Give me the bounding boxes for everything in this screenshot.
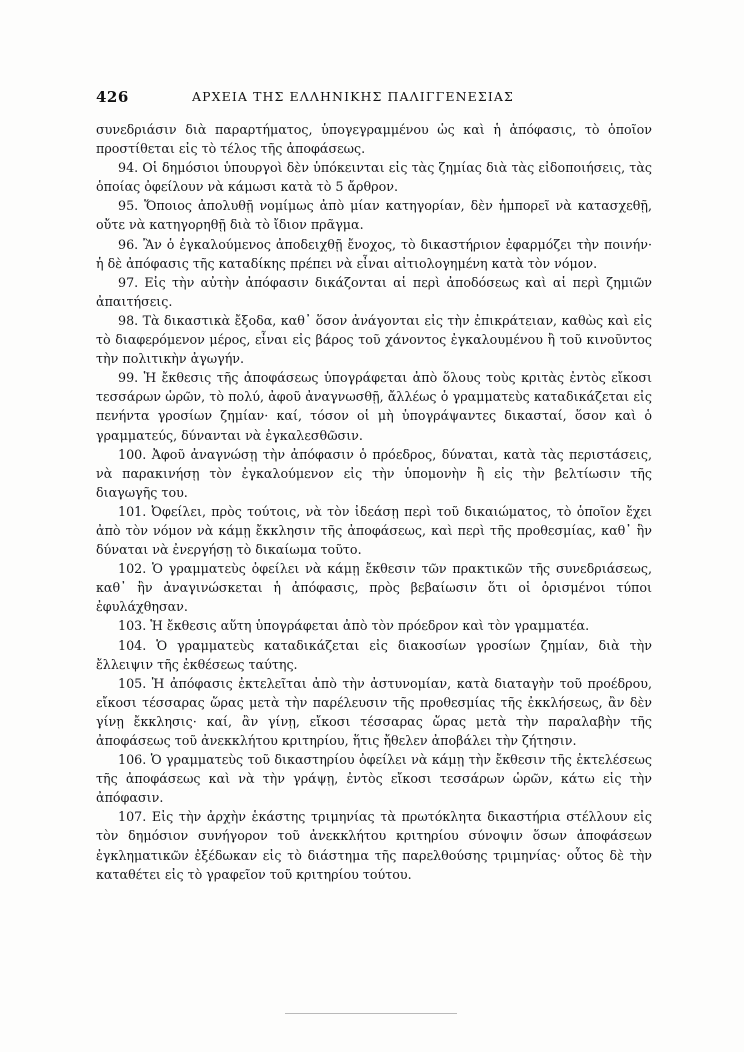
paragraph-article-101: 101. Ὀφείλει, πρὸς τούτοις, νὰ τὸν ἰδεάσῃ περὶ τοῦ δικαιώματος, τὸ ὁποῖον ἔχει ἀπὸ τὸν νόμον νὰ κάμῃ ἔκκλησιν τῆς ἀποφάσεως, καὶ περὶ τῆς προθεσμίας, καθ᾽ ἣν δύναται νὰ ἐνεργήσῃ τὸ δικαίωμα τοῦτο. bbox=[96, 503, 652, 558]
running-title: ΑΡΧΕΙΑ ΤΗΣ ΕΛΛΗΝΙΚΗΣ ΠΑΛΙΓΓΕΝΕΣΙΑΣ bbox=[192, 89, 514, 104]
paragraph-article-107: 107. Εἰς τὴν ἀρχὴν ἑκάστης τριμηνίας τὰ πρωτόκλητα δικαστήρια στέλλουν εἰς τὸν δημόσιον συνήγορον τοῦ ἀνεκκλήτου κριτηρίου σύνοψιν ὅσων ἀποφάσεων ἐγκληματικῶν ἐξέδωκαν εἰς τὸ διάστημα τῆς παρελθούσης τριμηνίας· οὗτος δὲ τὴν καταθέτει εἰς τὸ γραφεῖον τοῦ κριτηρίου τούτου. bbox=[96, 809, 652, 882]
paragraph-article-94: 94. Οἱ δημόσιοι ὑπουργοὶ δὲν ὑπόκεινται εἰς τὰς ζημίας διὰ τὰς εἰδοποιήσεις, τὰς ὁποίας ὀφείλουν νὰ κάμωσι κατὰ τὸ 5 ἄρθρον. bbox=[96, 160, 652, 195]
page-number: 426 bbox=[96, 88, 129, 106]
paragraph-article-103: 103. Ἡ ἔκθεσις αὕτη ὑπογράφεται ἀπὸ τὸν πρόεδρον καὶ τὸν γραμματέα. bbox=[118, 618, 590, 634]
paragraph-carryover: συνεδριάσιν διὰ παραρτήματος, ὑπογεγραμμένου ὡς καὶ ἡ ἀπόφασις, τὸ ὁποῖον προστίθεται εἰς τὸ τέλος τῆς ἀποφάσεως. bbox=[96, 122, 652, 157]
paragraph-article-98: 98. Τὰ δικαστικὰ ἔξοδα, καθ᾽ ὅσον ἀνάγονται εἰς τὴν ἐπικράτειαν, καθὼς καὶ εἰς τὸ διαφερόμενον μέρος, εἶναι εἰς βάρος τοῦ χάνοντος ἐγκαλουμένου ἢ τοῦ κινοῦντος τὴν πολιτικὴν ἀγωγήν. bbox=[96, 312, 652, 367]
paragraph-article-96: 96. Ἂν ὁ ἐγκαλούμενος ἀποδειχθῇ ἔνοχος, τὸ δικαστήριον ἐφαρμόζει τὴν ποινήν· ἡ δὲ ἀπόφασις τῆς καταδίκης πρέπει νὰ εἶναι αἰτιολογημένη κατὰ τὸν νόμον. bbox=[96, 236, 652, 271]
paragraph-article-97: 97. Εἰς τὴν αὐτὴν ἀπόφασιν δικάζονται αἱ περὶ ἀποδόσεως καὶ αἱ περὶ ζημιῶν ἀπαιτήσεις. bbox=[96, 274, 652, 309]
page-header bbox=[96, 88, 652, 106]
footer-divider bbox=[285, 1013, 457, 1014]
paragraph-article-105: 105. Ἡ ἀπόφασις ἐκτελεῖται ἀπὸ τὴν ἀστυνομίαν, κατὰ διαταγὴν τοῦ προέδρου, εἴκοσι τέσσαρας ὥρας μετὰ τὴν παρέλευσιν τῆς προθεσμίας τῆς ἐκκλήσεως, ἂν δὲν γίνῃ ἔκκλησις· καί, ἂν γίνῃ, εἴκοσι τέσσαρας ὥρας μετὰ τὴν παραλαβὴν τῆς ἀποφάσεως τοῦ ἀνεκκλήτου κριτηρίου, ἥτις ἤθελεν ἀποβάλει τὴν ζήτησιν. bbox=[96, 675, 652, 748]
paragraph-article-104: 104. Ὁ γραμματεὺς καταδικάζεται εἰς διακοσίων γροσίων ζημίαν, διὰ τὴν ἔλλειψιν τῆς ἐκθέσεως ταύτης. bbox=[96, 637, 652, 672]
paragraph-article-95: 95. Ὅποιος ἀπολυθῇ νομίμως ἀπὸ μίαν κατηγορίαν, δὲν ἠμπορεῖ νὰ κατασχεθῇ, οὔτε νὰ κατηγορηθῇ διὰ τὸ ἴδιον πρᾶγμα. bbox=[96, 198, 652, 233]
paragraph-article-99: 99. Ἡ ἔκθεσις τῆς ἀποφάσεως ὑπογράφεται ἀπὸ ὅλους τοὺς κριτὰς ἐντὸς εἴκοσι τεσσάρων ὡρῶν, τὸ πολύ, ἀφοῦ ἀναγνωσθῇ, ἄλλέως ὁ γραμματεὺς καταδικάζεται εἰς πενήντα γροσίων ζημίαν· καί, τόσον οἱ μὴ ὑπογράψαντες δικασταί, ὅσον καὶ ὁ γραμματεύς, δύνανται νὰ ἐγκαλεσθῶσιν. bbox=[96, 370, 652, 443]
body-text bbox=[96, 120, 652, 884]
paragraph-article-100: 100. Ἀφοῦ ἀναγνώσῃ τὴν ἀπόφασιν ὁ πρόεδρος, δύναται, κατὰ τὰς περιστάσεις, νὰ παρακινήσῃ τὸν ἐγκαλούμενον εἰς τὴν ὑπομονὴν ἢ εἰς τὴν βελτίωσιν τῆς διαγωγῆς του. bbox=[96, 446, 652, 500]
paragraph-article-102: 102. Ὁ γραμματεὺς ὀφείλει νὰ κάμῃ ἔκθεσιν τῶν πρακτικῶν τῆς συνεδριάσεως, καθ᾽ ἣν ἀναγινώσκεται ἡ ἀπόφασις, πρὸς βεβαίωσιν ὅτι οἱ ὁρισμένοι τύποι ἐφυλάχθησαν. bbox=[96, 561, 652, 615]
paragraph-article-106: 106. Ὁ γραμματεὺς τοῦ δικαστηρίου ὀφείλει νὰ κάμῃ τὴν ἔκθεσιν τῆς ἐκτελέσεως τῆς ἀποφάσεως καὶ νὰ τὴν γράψῃ, ἐντὸς εἴκοσι τεσσάρων ὡρῶν, κάτω εἰς τὴν ἀπόφασιν. bbox=[96, 752, 652, 806]
